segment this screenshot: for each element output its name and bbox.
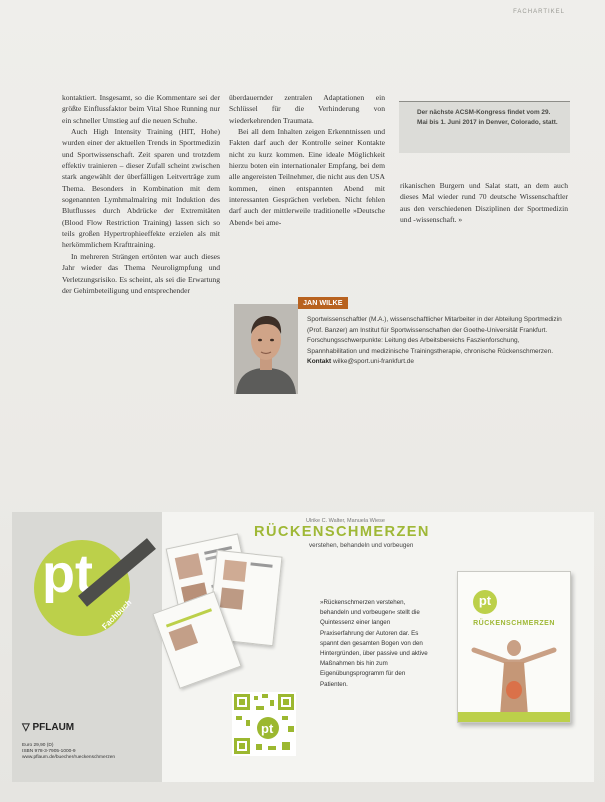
info-callout: Der nächste ACSM-Kongress findet vom 29. Mai bis 1. Juni 2017 in Denver, Colorado, statt.: [399, 101, 570, 153]
ad-url[interactable]: www.pflaum.de/buecher/rueckenschmerzen: [22, 755, 116, 761]
author-bio-text: Sportwissenschaftler (M.A.), wissenschaftlicher Mitarbeiter in der Abteilung Sportmedizin (Prof. Banzer) am Institut für Sportwissenschaften der Goethe-Universität Frankfurt. Forschungsschwerpunkte: Leitung des Arbeitsbereichs Faszienforschung, Spannhabilitation und medizinische Trainingstherapie, chronische Rückenschmerzen.: [307, 316, 562, 355]
book-cover-stripe: [458, 712, 570, 722]
svg-text:pt: pt: [261, 721, 274, 736]
publisher-logo: [22, 722, 74, 733]
publisher-icon: ▽: [22, 722, 33, 733]
contact-label: Kontakt: [307, 358, 332, 366]
book-description: »Rückenschmerzen verstehen, behandeln und vorbeugen« stellt die Quintessenz einer langen Praxiserfahrung der Autoren dar. Es spannt den gesamten Bogen von den Hintergründen, über passive und aktive Maßnahmen bis hin zum Eigenübungsprogramm für den Patienten.: [320, 599, 428, 688]
paragraph: kontaktiert. Insgesamt, so die Kommentare sei der größte Einflussfaktor beim Vital Shoe Running nur ein schneller Umstieg auf die neuen Schuhe.: [62, 93, 220, 125]
book-authors: Ulrike C. Walter, Manuela Wiese: [306, 518, 385, 524]
pt-logo-text: pt: [42, 544, 93, 604]
book-cover-title: RÜCKENSCHMERZEN: [473, 620, 555, 627]
isbn: ISBN 978-3-7905-1000-9: [22, 749, 76, 755]
paragraph: Auch High Intensity Training (HIT, Hohe) wurden einer der aktuellen Trends in Sportmedizin und Sportwissenschaft. Zeit sparen und trotzdem effektiv trainieren – dieser Zufall scheint zwischen stark angewählt der überfälligen Leitverträge zum Thema. Besonders in Kombination mit dem sogenannten Lymhmalmalring mit Induktion des Blutflusses durch Abdrücke der Extremitäten (Blood Flow Restriction Training) lassen sich so teils großen Hypertrophieeffekte erzielen als mit herkömmlichem Krafttraining.: [62, 127, 220, 250]
paragraph: In mehreren Strängen ertönten war auch dieses Jahr wieder das Thema Neuroligmpfung und Verletzungsrisiko. Es scheint, als sei die Erwartung der Gehirnbeteiligung und entsprechender: [62, 251, 220, 295]
paragraph: rikanischen Burgern und Salat statt, an dem auch dieses Mal wieder rund 70 deutsche Wissenschaftler aus den verschiedenen Disziplinen der Sportmedizin und -wissenschaft. »: [400, 181, 568, 225]
contact-email[interactable]: wilke@sport.uni-frankfurt.de: [333, 358, 415, 366]
article-column-3: [400, 180, 568, 225]
pt-logo: [34, 540, 134, 636]
book-cover: [457, 571, 571, 723]
paragraph: überdauernder zentralen Adaptationen ein Schlüssel für die Verhinderung von wiederkehrenden Traumata.: [229, 93, 385, 125]
paragraph: Bei all dem Inhalten zeigen Erkenntnissen und Fakten darf auch der Kontrolle seiner Kontakte nicht zu kurz kommen. Eine ideale Möglichkeit hierzu boten ein internationaler Empfang, bei dem alle angereisten Teilnehmer, die nicht aus den USA kommen, einen entspannten Abend mit interessanten Gesprächen verleben. Nicht fehlen darf auch der mittlerweile traditionelle »Deutsche Abend« bei ame-: [229, 127, 385, 227]
publisher-name: PFLAUM: [32, 722, 75, 733]
article-column-2: [229, 92, 385, 228]
author-bio: [307, 315, 565, 368]
book-cover-figure: [468, 632, 560, 716]
running-header: FACHARTIKEL: [513, 9, 565, 15]
author-photo: [234, 304, 298, 394]
book-subtitle: verstehen, behandeln und vorbeugen: [309, 542, 414, 549]
pt-logo-band-text: Fachbuch: [100, 597, 134, 632]
article-column-1: [62, 92, 220, 296]
author-name: JAN WILKE: [298, 297, 348, 309]
ad-order-info: [22, 743, 115, 762]
book-title: RÜCKENSCHMERZEN: [254, 524, 430, 540]
qr-code[interactable]: [232, 692, 296, 756]
author-box: [229, 297, 567, 401]
book-logo: pt: [473, 590, 497, 614]
price: Euro 29,90 (D): [22, 743, 54, 748]
